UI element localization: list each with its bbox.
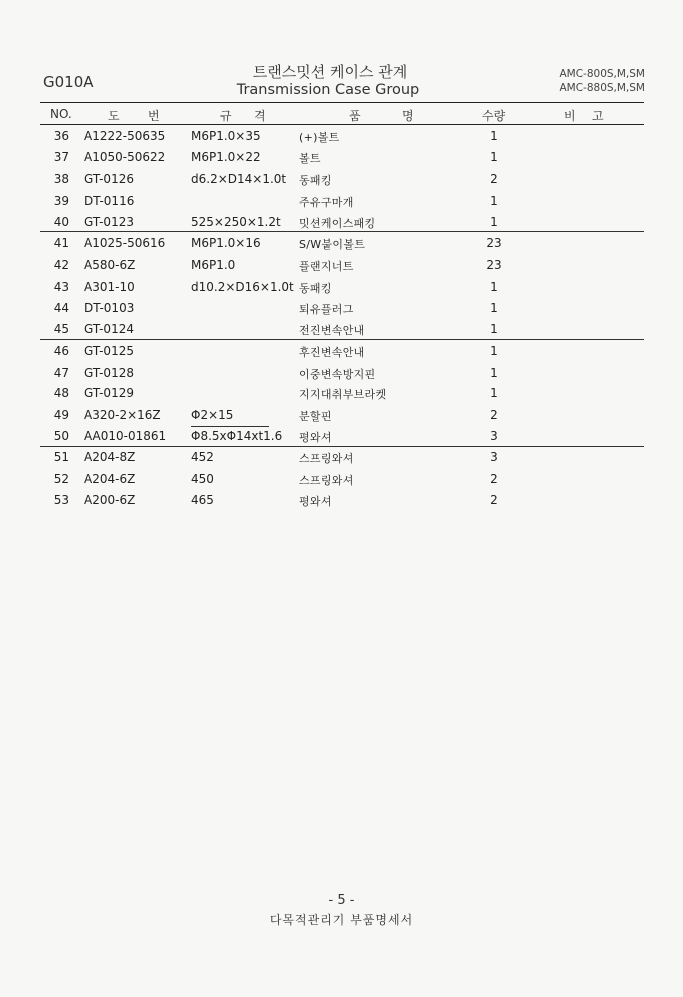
- title-english: Transmission Case Group: [236, 82, 420, 98]
- row-spec: 450: [191, 472, 214, 486]
- row-part-no: A204-6Z: [84, 472, 136, 486]
- row-name: 동패킹: [299, 174, 332, 187]
- col-header-spec-2: 격: [254, 109, 266, 123]
- row-part-no: A1025-50616: [84, 236, 166, 250]
- row-spec: M6P1.0×22: [191, 150, 261, 164]
- row-name: 후진변속안내: [299, 346, 365, 359]
- row-spec: 465: [191, 493, 214, 507]
- table-row: [0, 194, 683, 215]
- group-code: G010A: [43, 73, 94, 91]
- row-qty: 1: [490, 150, 498, 164]
- row-qty: 1: [490, 386, 498, 400]
- row-spec: d10.2×D16×1.0t: [191, 280, 294, 294]
- model-line-1: AMC-800S,M,SM: [559, 68, 645, 80]
- col-header-part-no-1: 도: [108, 109, 120, 123]
- group-divider: [40, 339, 644, 340]
- row-name: 스프링와셔: [299, 452, 354, 465]
- table-row: [0, 301, 683, 322]
- row-part-no: GT-0123: [84, 215, 134, 229]
- row-no: 39: [53, 194, 69, 208]
- table-row: [0, 472, 683, 493]
- row-no: 42: [53, 258, 69, 272]
- row-spec: M6P1.0×16: [191, 236, 261, 250]
- row-name: 플랜지너트: [299, 260, 354, 273]
- row-name: 동패킹: [299, 282, 332, 295]
- row-qty: 1: [490, 322, 498, 336]
- row-no: 36: [53, 129, 69, 143]
- row-no: 43: [53, 280, 69, 294]
- row-qty: 1: [490, 194, 498, 208]
- col-header-part-no-2: 번: [148, 109, 160, 123]
- row-no: 50: [53, 429, 69, 443]
- row-qty: 1: [490, 129, 498, 143]
- row-part-no: AA010-01861: [84, 429, 167, 443]
- row-no: 44: [53, 301, 69, 315]
- row-name: 전진변속안내: [299, 324, 365, 337]
- row-no: 51: [53, 450, 69, 464]
- row-no: 38: [53, 172, 69, 186]
- col-header-remarks-2: 고: [592, 109, 604, 123]
- row-name: 평와셔: [299, 495, 332, 508]
- row-name: 평와셔: [299, 431, 332, 444]
- row-no: 46: [53, 344, 69, 358]
- row-name: 이중변속방지핀: [299, 368, 376, 381]
- col-header-remarks-1: 비: [564, 109, 576, 123]
- row-part-no: GT-0125: [84, 344, 134, 358]
- row-qty: 2: [490, 172, 498, 186]
- table-row: [0, 258, 683, 279]
- row-qty: 2: [490, 408, 498, 422]
- row-name: 볼트: [299, 152, 321, 165]
- row-spec: Φ8.5xΦ14xt1.6: [191, 429, 283, 443]
- header-bottom-rule: [40, 124, 644, 125]
- row-qty: 3: [490, 429, 498, 443]
- table-row: [0, 386, 683, 407]
- header-top-rule: [40, 102, 644, 103]
- row-spec: 525×250×1.2t: [191, 215, 281, 229]
- group-divider: [40, 446, 644, 447]
- row-no: 45: [53, 322, 69, 336]
- row-spec: 452: [191, 450, 214, 464]
- table-row: [0, 129, 683, 150]
- row-spec: d6.2×D14×1.0t: [191, 172, 287, 186]
- row-qty: 1: [490, 344, 498, 358]
- row-qty: 23: [486, 258, 502, 272]
- row-no: 37: [53, 150, 69, 164]
- row-no: 52: [53, 472, 69, 486]
- row-part-no: A301-10: [84, 280, 135, 294]
- row-name: 주유구마개: [299, 196, 354, 209]
- row-qty: 1: [490, 215, 498, 229]
- row-part-no: A320-2×16Z: [84, 408, 161, 422]
- row-part-no: A1050-50622: [84, 150, 166, 164]
- row-no: 41: [53, 236, 69, 250]
- row-qty: 3: [490, 450, 498, 464]
- row-qty: 1: [490, 366, 498, 380]
- table-row: [0, 366, 683, 387]
- row-part-no: A200-6Z: [84, 493, 136, 507]
- table-row: [0, 150, 683, 171]
- row-name: 밋션케이스패킹: [299, 217, 376, 230]
- row-no: 53: [53, 493, 69, 507]
- table-row: [0, 408, 683, 429]
- row-spec: M6P1.0: [191, 258, 236, 272]
- row-qty: 2: [490, 472, 498, 486]
- row-part-no: GT-0129: [84, 386, 134, 400]
- row-name: 분할핀: [299, 410, 332, 423]
- row-name: S/W붙이볼트: [299, 238, 366, 251]
- col-header-name-2: 명: [402, 109, 414, 123]
- col-header-no: NO.: [50, 107, 72, 121]
- title-korean: 트랜스밋션 케이스 관계: [252, 63, 408, 81]
- row-part-no: A1222-50635: [84, 129, 166, 143]
- row-spec: M6P1.0×35: [191, 129, 261, 143]
- row-no: 49: [53, 408, 69, 422]
- row-part-no: GT-0126: [84, 172, 134, 186]
- row-no: 48: [53, 386, 69, 400]
- table-row: [0, 172, 683, 193]
- page-number: - 5 -: [328, 893, 355, 908]
- row-part-no: GT-0124: [84, 322, 134, 336]
- table-row: [0, 215, 683, 236]
- row-name: 스프링와셔: [299, 474, 354, 487]
- col-header-name-1: 품: [349, 109, 361, 123]
- row-no: 47: [53, 366, 69, 380]
- row-part-no: DT-0103: [84, 301, 135, 315]
- row-part-no: DT-0116: [84, 194, 135, 208]
- row-part-no: GT-0128: [84, 366, 134, 380]
- row-qty: 2: [490, 493, 498, 507]
- model-line-2: AMC-880S,M,SM: [559, 82, 645, 94]
- row-qty: 1: [490, 280, 498, 294]
- table-row: [0, 493, 683, 514]
- row-name: (+)볼트: [299, 131, 340, 144]
- row-qty: 23: [486, 236, 502, 250]
- table-row: [0, 450, 683, 471]
- row-name: 지지대취부브라켓: [299, 388, 387, 401]
- col-header-spec-1: 규: [220, 109, 232, 123]
- spec-underline: [191, 426, 269, 427]
- table-row: [0, 280, 683, 301]
- table-row: [0, 236, 683, 257]
- document-title: 다목적관리기 부품명세서: [269, 913, 414, 927]
- row-name: 퇴유플러그: [299, 303, 354, 316]
- row-part-no: A204-8Z: [84, 450, 136, 464]
- row-part-no: A580-6Z: [84, 258, 136, 272]
- row-spec: Φ2×15: [191, 408, 234, 422]
- row-no: 40: [53, 215, 69, 229]
- col-header-qty: 수량: [482, 109, 506, 123]
- table-row: [0, 344, 683, 365]
- row-qty: 1: [490, 301, 498, 315]
- group-divider: [40, 231, 644, 232]
